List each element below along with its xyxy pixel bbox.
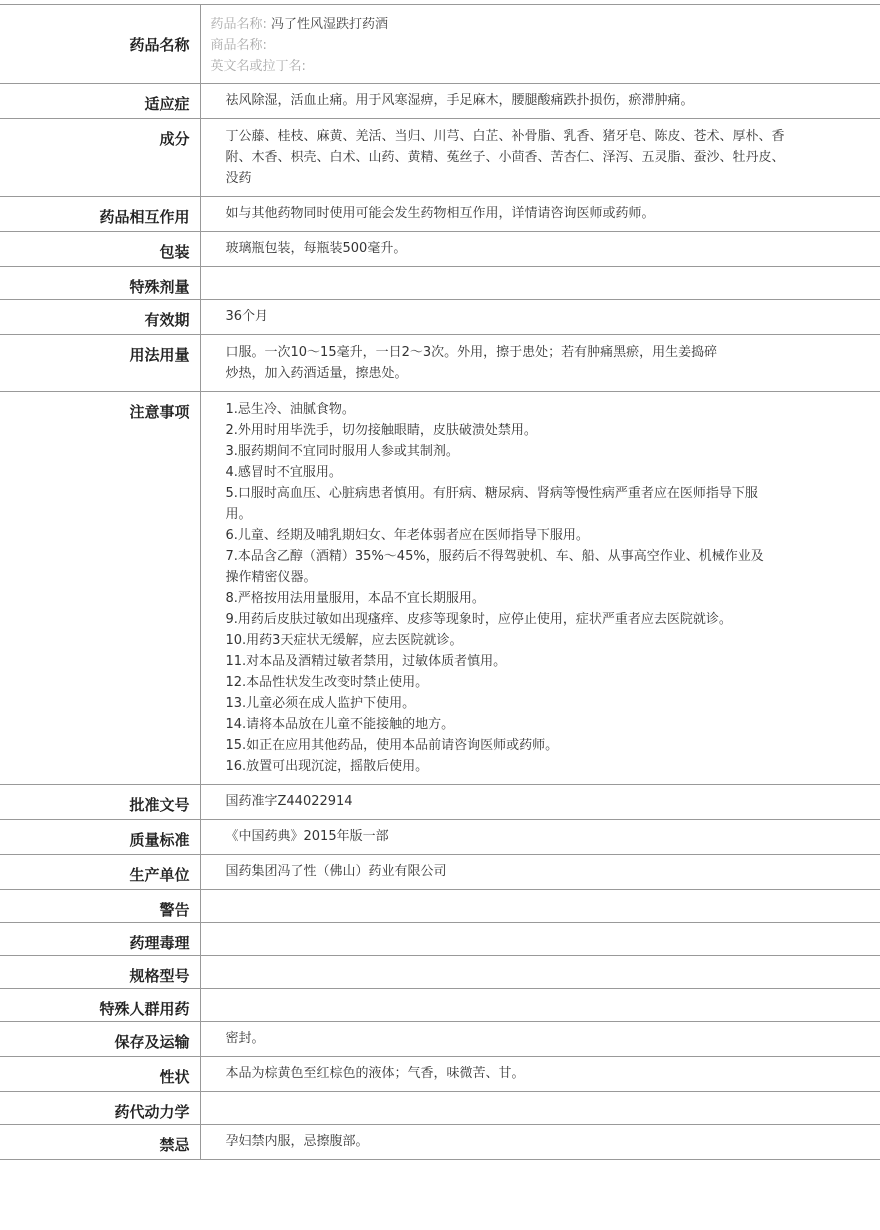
precaution-item: 14.请将本品放在儿童不能接触的地方。: [225, 717, 455, 732]
value-ingredients: 丁公藤、桂枝、麻黄、羌活、当归、川芎、白芷、补骨脂、乳香、猪牙皂、陈皮、苍术、厚朴、香附、木香、枳壳、白术、山药、黄精、菟丝子、小茴香、苦杏仁、泽泻、五灵脂、蚕沙、牡丹皮、没药: [200, 119, 880, 197]
precaution-item: 1.忌生冷、油腻食物。: [225, 402, 355, 417]
value-special-population: [200, 989, 880, 1022]
precaution-item: 8.严格按用法用量服用，本品不宜长期服用。: [225, 591, 485, 606]
value-contraindications: 孕妇禁内服，忌擦腹部。: [200, 1125, 880, 1160]
value-appearance: 本品为棕黄色至红棕色的液体；气香，味微苦、甘。: [200, 1057, 880, 1092]
row-quality: [0, 820, 880, 855]
label-pharmacology: 药理毒理: [0, 923, 200, 956]
precaution-item: 16.放置可出现沉淀，摇散后使用。: [225, 759, 429, 774]
trade-name-key: 商品名称:: [210, 38, 267, 53]
value-warning: [200, 890, 880, 923]
row-special-population: [0, 989, 880, 1022]
precaution-item: 10.用药3天症状无缓解，应去医院就诊。: [225, 633, 463, 648]
row-package: [0, 232, 880, 267]
value-quality: 《中国药典》2015年版一部: [200, 820, 880, 855]
row-special-dosage: [0, 267, 880, 300]
precaution-item: 12.本品性状发生改变时禁止使用。: [225, 675, 429, 690]
value-precautions: [200, 392, 880, 785]
label-shelf-life: 有效期: [0, 300, 200, 335]
label-indication: 适应症: [0, 84, 200, 119]
precaution-item: 3.服药期间不宜同时服用人参或其制剂。: [225, 444, 459, 459]
precaution-item: 2.外用时用毕洗手，切勿接触眼睛，皮肤破溃处禁用。: [225, 423, 537, 438]
row-shelf-life: [0, 300, 880, 335]
value-storage: 密封。: [200, 1022, 880, 1057]
label-approval: 批准文号: [0, 785, 200, 820]
precaution-item: 7.本品含乙醇（酒精）35%～45%，服药后不得驾驶机、车、船、从事高空作业、机械作业及操作精密仪器。: [225, 549, 764, 585]
label-special-dosage: 特殊剂量: [0, 267, 200, 300]
value-special-dosage: [200, 267, 880, 300]
precaution-item: 11.对本品及酒精过敏者禁用，过敏体质者慎用。: [225, 654, 507, 669]
label-specification: 规格型号: [0, 956, 200, 989]
latin-name-line: [211, 56, 871, 77]
row-specification: [0, 956, 880, 989]
value-pharmacology: [200, 923, 880, 956]
precaution-item: 5.口服时高血压、心脏病患者慎用。有肝病、糖尿病、肾病等慢性病严重者应在医师指导下服用。: [225, 486, 758, 522]
row-precautions: [0, 392, 880, 785]
row-storage: [0, 1022, 880, 1057]
label-drug-name: 药品名称: [0, 5, 200, 84]
row-approval: [0, 785, 880, 820]
drug-name-line: [211, 14, 871, 35]
label-usage: 用法用量: [0, 335, 200, 392]
value-specification: [200, 956, 880, 989]
label-warning: 警告: [0, 890, 200, 923]
label-ingredients: 成分: [0, 119, 200, 197]
value-approval: 国药准字Z44022914: [200, 785, 880, 820]
label-package: 包装: [0, 232, 200, 267]
label-manufacturer: 生产单位: [0, 855, 200, 890]
usage-line-1: 口服。一次10～15毫升，一日2～3次。外用，擦于患处；若有肿痛黑瘀，用生姜捣碎: [225, 345, 718, 360]
label-precautions: 注意事项: [0, 392, 200, 785]
row-interactions: [0, 197, 880, 232]
value-drug-name-block: [200, 5, 880, 84]
row-drug-name: [0, 5, 880, 84]
drug-name-value: 冯了性风湿跌打药酒: [271, 17, 389, 32]
usage-line-2: 炒热，加入药酒适量，擦患处。: [225, 366, 408, 381]
drug-name-key: 药品名称:: [210, 17, 267, 32]
drug-spec-table: [0, 4, 880, 1160]
value-interactions: 如与其他药物同时使用可能会发生药物相互作用，详情请咨询医师或药师。: [200, 197, 880, 232]
value-package: 玻璃瓶包装，每瓶装500毫升。: [200, 232, 880, 267]
row-pharmacokinetics: [0, 1092, 880, 1125]
label-pharmacokinetics: 药代动力学: [0, 1092, 200, 1125]
row-pharmacology: [0, 923, 880, 956]
row-usage: [0, 335, 880, 392]
label-interactions: 药品相互作用: [0, 197, 200, 232]
label-appearance: 性状: [0, 1057, 200, 1092]
drug-spec-sheet: [0, 4, 880, 1160]
trade-name-line: [211, 35, 871, 56]
label-special-population: 特殊人群用药: [0, 989, 200, 1022]
value-indication: 祛风除湿，活血止痛。用于风寒湿痹，手足麻木，腰腿酸痛跌扑损伤，瘀滞肿痛。: [200, 84, 880, 119]
value-pharmacokinetics: [200, 1092, 880, 1125]
precaution-item: 13.儿童必须在成人监护下使用。: [225, 696, 416, 711]
row-manufacturer: [0, 855, 880, 890]
value-shelf-life: 36个月: [200, 300, 880, 335]
row-appearance: [0, 1057, 880, 1092]
row-indication: [0, 84, 880, 119]
precaution-item: 15.如正在应用其他药品，使用本品前请咨询医师或药师。: [225, 738, 559, 753]
label-contraindications: 禁忌: [0, 1125, 200, 1160]
precaution-item: 4.感冒时不宜服用。: [225, 465, 342, 480]
row-contraindications: [0, 1125, 880, 1160]
precaution-item: 9.用药后皮肤过敏如出现瘙痒、皮疹等现象时，应停止使用，症状严重者应去医院就诊。: [225, 612, 732, 627]
value-usage: [200, 335, 880, 392]
precaution-item: 6.儿童、经期及哺乳期妇女、年老体弱者应在医师指导下服用。: [225, 528, 589, 543]
value-manufacturer: 国药集团冯了性（佛山）药业有限公司: [200, 855, 880, 890]
row-ingredients: [0, 119, 880, 197]
row-warning: [0, 890, 880, 923]
label-storage: 保存及运输: [0, 1022, 200, 1057]
label-quality: 质量标准: [0, 820, 200, 855]
latin-name-key: 英文名或拉丁名:: [210, 59, 306, 74]
